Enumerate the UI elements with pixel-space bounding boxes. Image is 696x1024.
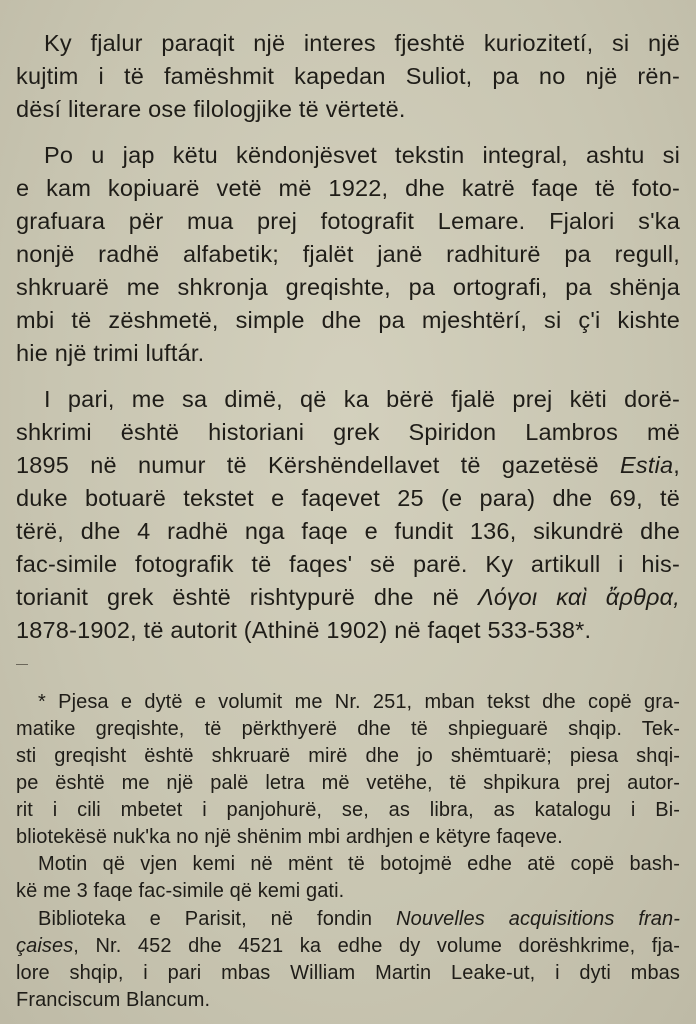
text-line: duke botuarë tekstet e faqevet 25 (e para) dhe 69, të (16, 485, 680, 511)
footnote-line (16, 933, 680, 960)
text-line: kujtim i të famëshmit kapedan Suliot, pa no një rën- (16, 63, 680, 89)
italic-title: çaises (16, 935, 74, 957)
text-line: mbi të zëshmetë, simple dhe pa mjeshtërí, si ç'i kishte (16, 307, 680, 333)
text-line: I pari, me sa dimë, që ka bërë fjalë prej këti dorë- (44, 386, 680, 412)
text-segment: 1895 në numur të Kërshëndellavet të gazetësë (16, 452, 621, 478)
footnote-line: kë me 3 faqe fac-simile që kemi gati. (16, 880, 345, 902)
footnote-line (38, 906, 680, 933)
text-line (16, 581, 680, 614)
footnote-line: bliotekësë nuk'ka no një shënim mbi ardhjen e këtyre faqeve. (16, 826, 563, 848)
text-line: Ky fjalur paraqit një interes fjeshtë kuriozitetí, si një (44, 30, 680, 56)
footnote-line: * Pjesa e dytë e volumit me Nr. 251, mban tekst dhe copë gra- (38, 691, 680, 713)
footnote-separator (16, 664, 28, 665)
footnote-line: lore shqip, i pari mbas William Martin Leake-ut, i dyti mbas (16, 962, 680, 984)
text-segment: Biblioteka e Parisit, në fondin (38, 908, 397, 930)
text-line: e kam kopiuarë vetë më 1922, dhe katrë faqe të foto- (16, 175, 680, 201)
footnote-line: pe është me një palë letra më vetëhe, të shpikura prej autor- (16, 772, 680, 794)
text-line: nonjë radhë alfabetik; fjalët janë radhiturë pa regull, (16, 241, 680, 267)
footnote-line: Motin që vjen kemi në mënt të botojmë edhe atë copë bash- (38, 853, 680, 875)
text-line: Po u jap këtu këndonjësvet tekstin integral, ashtu si (44, 142, 680, 168)
text-line: fac-simile fotografik të faqes' së parë. Ky artikull i his- (16, 551, 680, 577)
italic-title: Estia (620, 452, 674, 478)
text-line: tërë, dhe 4 radhë nga faqe e fundit 136, sikundrë dhe (16, 518, 680, 544)
text-segment: , (673, 452, 680, 478)
text-line (16, 449, 680, 482)
text-line: shkrimi është historiani grek Spiridon Lambros më (16, 419, 680, 445)
greek-title: Λόγοι καὶ ἄρθρα, (477, 584, 680, 610)
text-line: dësí literare ose filologjike të vërtetë. (16, 96, 406, 122)
footnote-line: sti greqisht është shkruarë mirë dhe jo shëmtuarë; piesa shqi- (16, 745, 680, 767)
footnote-line: rit i cili mbetet i panjohurë, se, as libra, as katalogu i Bi- (16, 799, 680, 821)
footnote-line: matike greqishte, të përkthyerë dhe të shpieguarë shqip. Tek- (16, 718, 680, 740)
text-line: 1878-1902, të autorit (Athinë 1902) në faqet 533-538*. (16, 617, 592, 643)
text-line: hie një trimi luftár. (16, 340, 205, 366)
text-line: grafuara për mua prej fotografit Lemare. Fjalori s'ka (16, 208, 680, 234)
italic-title: Nouvelles acquisitions fran- (396, 908, 680, 930)
text-segment: torianit grek është rishtypurë dhe në (16, 584, 478, 610)
text-line: shkruarë me shkronja greqishte, pa ortografi, pa shënja (16, 274, 680, 300)
footnote-line: Franciscum Blancum. (16, 989, 211, 1011)
text-segment: , Nr. 452 dhe 4521 ka edhe dy volume dorëshkrime, fja- (73, 935, 680, 957)
